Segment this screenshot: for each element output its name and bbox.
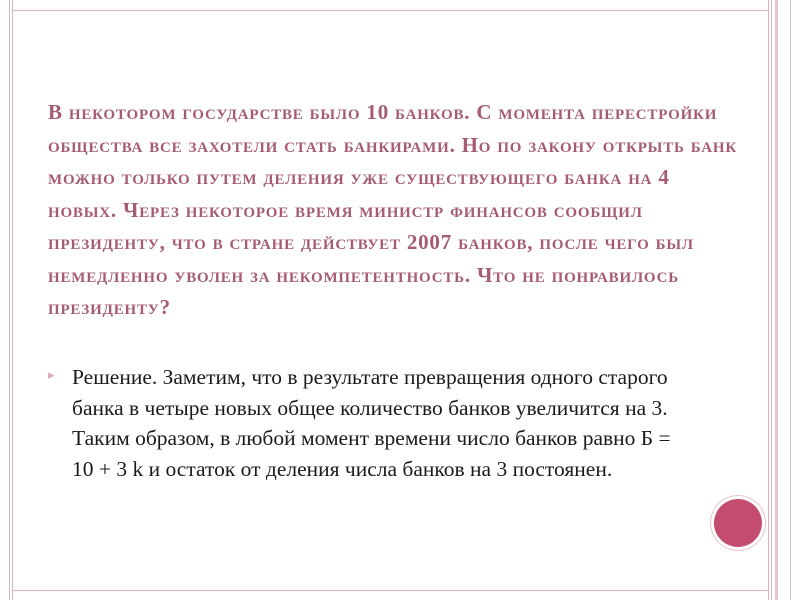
slide-title: В некотором государстве было 10 банков. С момента перестройки общества все захотели стать банкирами. Но по закону открыть банк можно только путем деления уже существующего банка на 4 новых. Через некоторое время министр финансов сообщил президенту, что в стране действует 2007 банков, после чего был немедленно уволен за некомпетентность. Что не понравилось президенту? [48,100,738,319]
hollow-arrow-bullet-icon: ▸ [48,368,55,383]
solution-text: Решение. Заметим, что в результате превращения одного старого банка в четыре новых общее количество банков увеличится на 3. Таким образом, в любой момент времени число банков равно Б = 10 + 3 k и остаток от деления числа банков на 3 постоянен. [72,365,671,481]
frame-line-right [768,0,769,600]
frame-band-right [775,0,778,600]
frame-line-top [12,10,768,11]
solution-bullet [48,362,688,484]
frame-line-left-inner [12,0,13,600]
decorative-circle [714,499,762,547]
frame-line-right-inner [771,0,772,600]
frame-line-bottom [12,590,768,591]
frame-line-left [9,0,10,600]
frame-line-right-outer [790,0,791,600]
